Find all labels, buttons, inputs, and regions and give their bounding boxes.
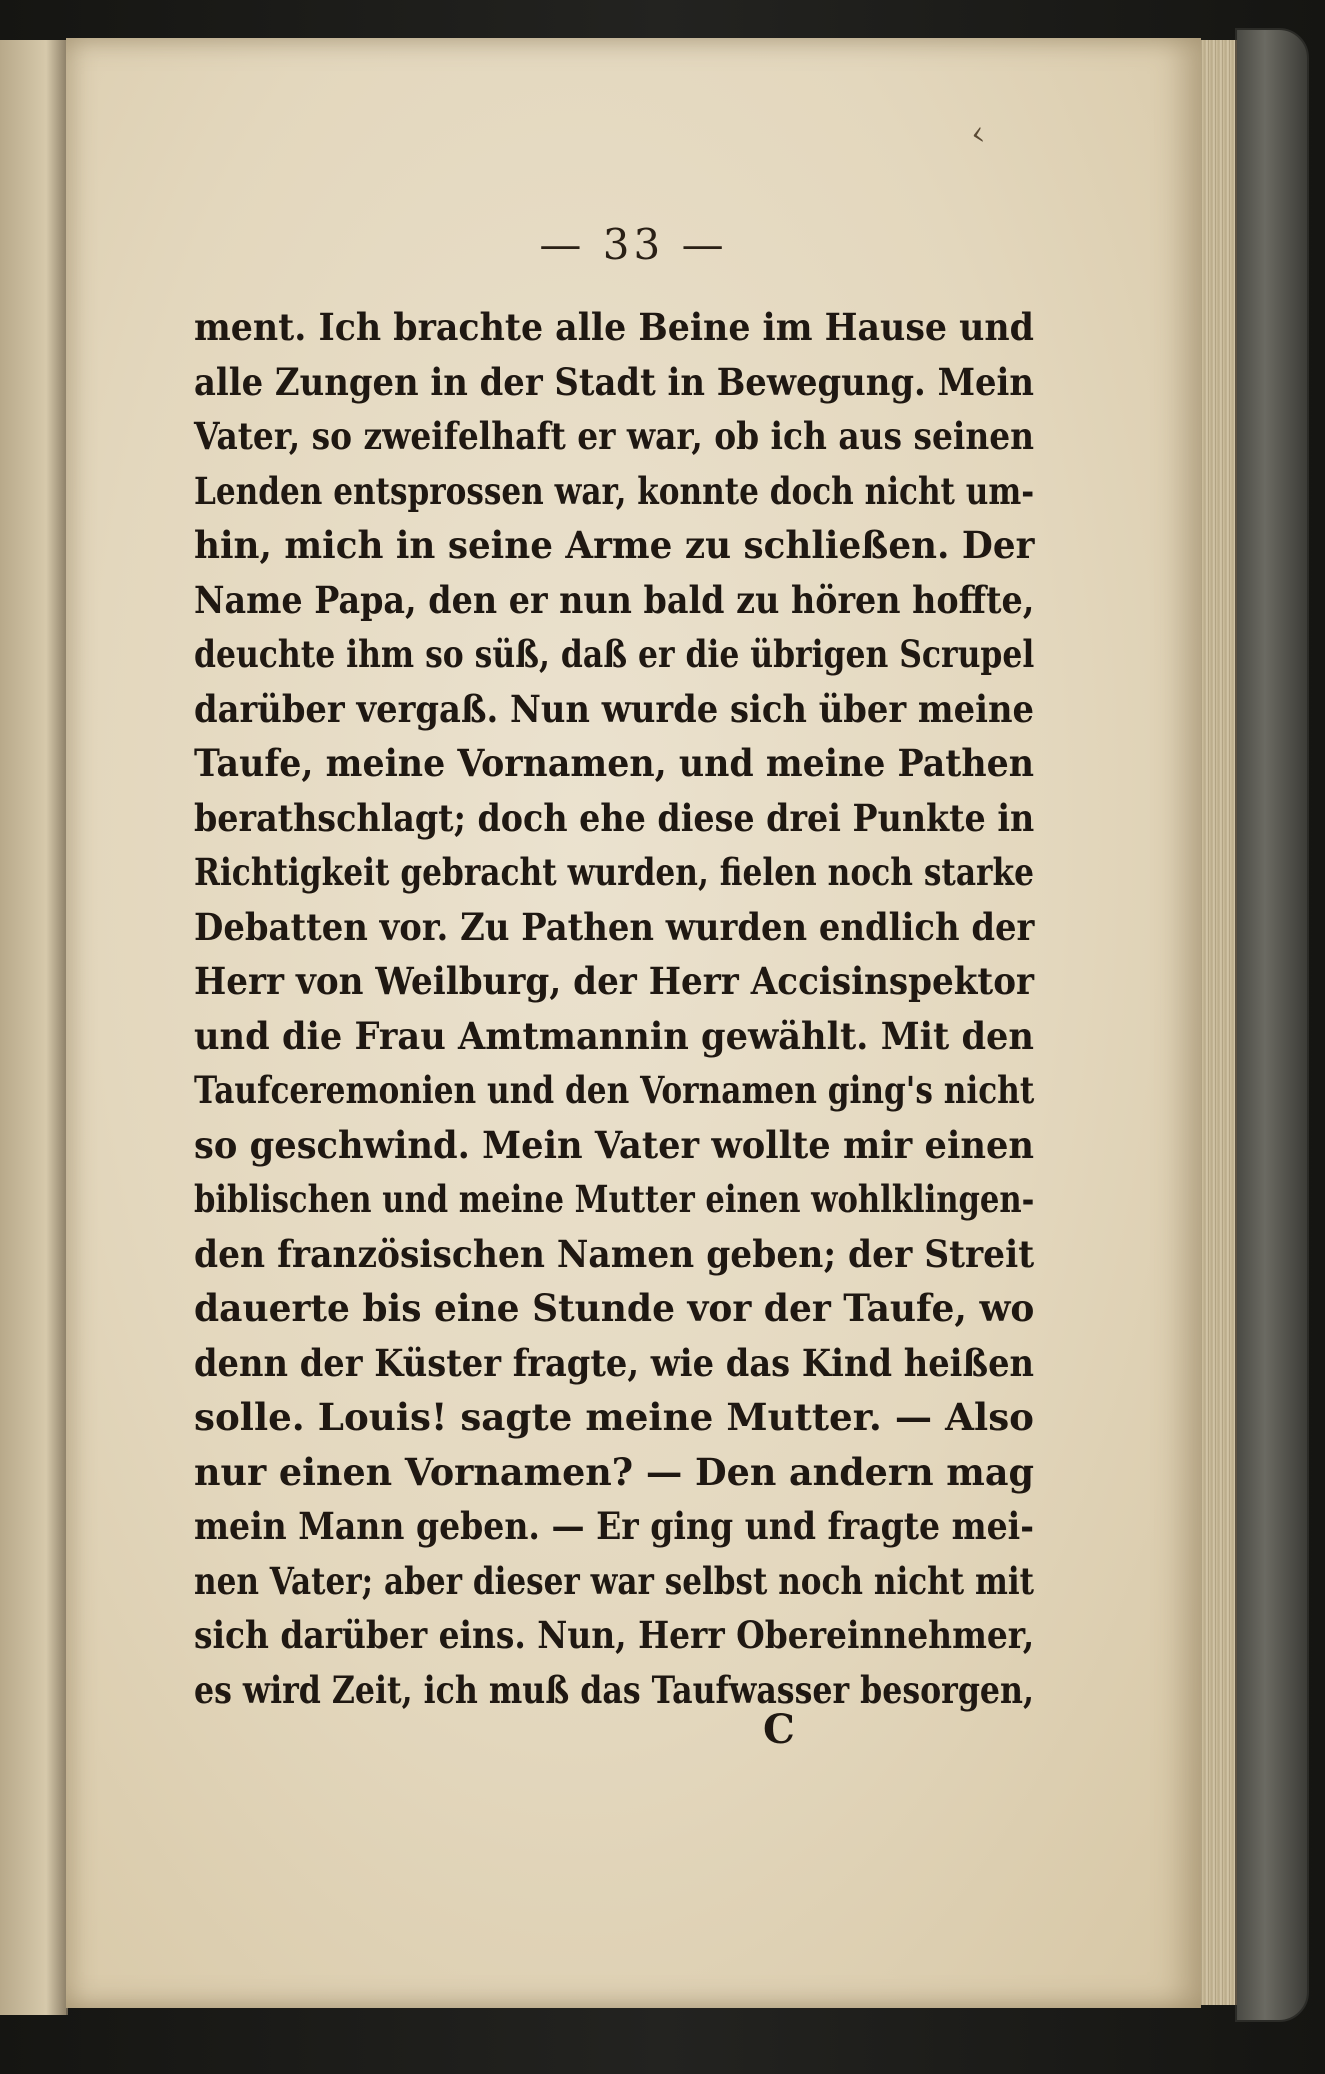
text-line-8: darüber vergaß. Nun wurde sich über meine xyxy=(194,686,1034,731)
text-line-11: Richtigkeit gebracht wurden, fielen noch starke xyxy=(194,850,1034,894)
text-line-19: dauerte bis eine Stunde vor der Taufe, wo xyxy=(194,1286,1035,1330)
page-stack-edge xyxy=(1195,40,1237,2005)
text-line-18: den französischen Namen geben; der Streit xyxy=(194,1231,1035,1276)
body-text xyxy=(194,300,1034,1717)
text-line-26: es wird Zeit, ich muß das Taufwasser besorgen, xyxy=(194,1667,1034,1712)
text-line-12: Debatten vor. Zu Pathen wurden endlich der xyxy=(194,904,1035,949)
text-line-4: Lenden entsprossen war, konnte doch nicht um- xyxy=(194,468,1035,513)
text-line-17: biblischen und meine Mutter einen wohlklingen- xyxy=(194,1177,1035,1221)
book-page xyxy=(66,38,1201,2008)
text-line-2: alle Zungen in der Stadt in Bewegung. Mein xyxy=(194,359,1034,404)
text-line-16: so geschwind. Mein Vater wollte mir einen xyxy=(194,1122,1034,1167)
text-line-21: solle. Louis! sagte meine Mutter. — Also xyxy=(194,1395,1034,1439)
catchword: C xyxy=(763,1706,795,1753)
text-line-9: Taufe, meine Vornamen, und meine Pathen xyxy=(194,741,1034,785)
text-line-14: und die Frau Amtmannin gewählt. Mit den xyxy=(194,1013,1034,1058)
text-line-10: berathschlagt; doch ehe diese drei Punkte in xyxy=(194,795,1035,840)
page-number: — 33 — xyxy=(539,220,728,269)
text-line-1: ment. Ich brachte alle Beine im Hause und xyxy=(194,305,1034,349)
text-line-13: Herr von Weilburg, der Herr Accisinspektor xyxy=(194,959,1034,1003)
text-line-7: deuchte ihm so süß, daß er die übrigen Scrupel xyxy=(194,632,1035,676)
text-line-6: Name Papa, den er nun bald zu hören hoffte, xyxy=(194,577,1035,622)
text-line-24: nen Vater; aber dieser war selbst noch nicht mit xyxy=(194,1558,1034,1603)
text-line-25: sich darüber eins. Nun, Herr Obereinnehmer, xyxy=(194,1613,1035,1657)
book-cover-edge xyxy=(1235,28,1309,2022)
text-line-3: Vater, so zweifelhaft er war, ob ich aus seinen xyxy=(194,414,1034,458)
text-line-20: denn der Küster fragte, wie das Kind heißen xyxy=(194,1340,1034,1385)
facing-page-edge xyxy=(0,40,68,2015)
text-line-5: hin, mich in seine Arme zu schließen. Der xyxy=(194,523,1035,567)
text-line-22: nur einen Vornamen? — Den andern mag xyxy=(194,1449,1034,1494)
margin-mark: ‹ xyxy=(967,113,988,155)
text-line-23: mein Mann geben. — Er ging und fragte mei- xyxy=(194,1504,1034,1548)
text-line-15: Taufceremonien und den Vornamen ging's nicht xyxy=(194,1068,1035,1112)
